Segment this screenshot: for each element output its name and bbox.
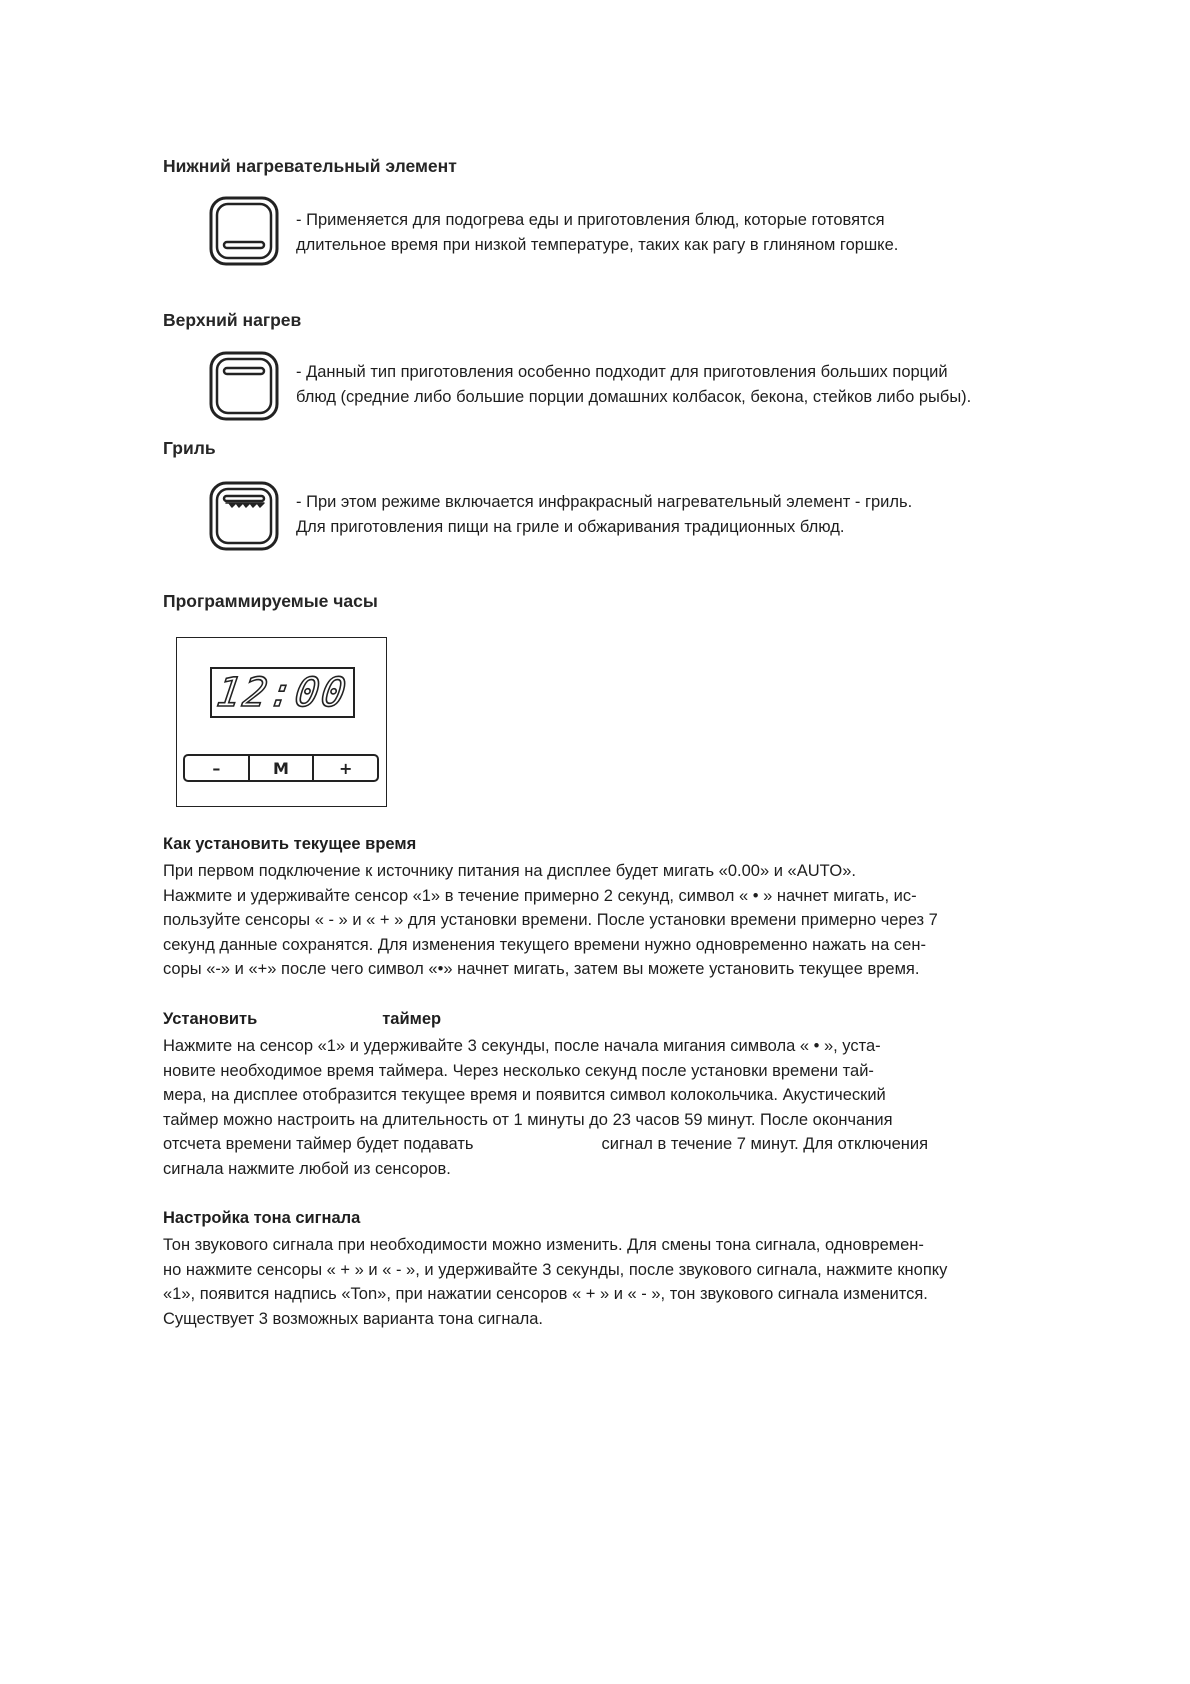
upper-heater-title: Верхний нагрев bbox=[163, 310, 302, 330]
clock-title: Программируемые часы bbox=[163, 591, 378, 611]
lower-heater-description: - Применяется для подогрева еды и приготовления блюд, которые готовятся длительное время при низкой температуре, таких как рагу в глиняном горшке. bbox=[296, 211, 899, 254]
grill-title: Гриль bbox=[163, 438, 216, 458]
clock-display-digits: 12:00 bbox=[214, 669, 351, 716]
set-time-text: При первом подключение к источнику питания на дисплее будет мигать «0.00» и «AUTO». Нажмите и удерживайте сенсор «1» в течение примерно 2 секунд, символ « • » начнет мигать, ис- пользуйте сенсоры « - » и « + » для установки времени. После установки времени примерно через 7 секунд данные сохранятся. Для изменения текущего времени нужно одновременно нажать на сен- соры «-» и «+» после чего символ «•» начнет мигать, затем вы можете установить текущее время. bbox=[163, 862, 938, 979]
bottom-heater-icon bbox=[208, 195, 280, 267]
clock-plus-button: + bbox=[312, 756, 377, 780]
clock-mode-button: M bbox=[248, 756, 313, 780]
timer-text: Нажмите на сенсор «1» и удерживайте 3 секунды, после начала мигания символа « • », уста- новите необходимое время таймера. Через несколько секунд после установки времени тай- мера, на дисплее отобразится текущее время и появится символ колокольчика. Акустический таймер можно настроить на длительность от 1 минуты до 23 часов 59 минут. После окончания отсчета времени таймер будет подавать сигнал в течение 7 минут. Для отключения сигнала нажмите любой из сенсоров. bbox=[163, 1037, 929, 1178]
lower-heater-title: Нижний нагревательный элемент bbox=[163, 156, 457, 176]
tone-text: Тон звукового сигнала при необходимости можно изменить. Для смены тона сигнала, одновремен- но нажмите сенсоры « + » и « - », и удерживайте 3 секунды, после звукового сигнала, нажмите кнопку «1», появится надпись «Ton», при нажатии сенсоров « + » и « - », тон звукового сигнала изменится. Существует 3 возможных варианта тона сигнала. bbox=[163, 1236, 948, 1328]
clock-minus-button: – bbox=[212, 758, 221, 778]
timer-title: Установить таймер bbox=[163, 1010, 442, 1028]
grill-icon bbox=[208, 480, 280, 552]
grill-description: - При этом режиме включается инфракрасный нагревательный элемент - гриль. Для приготовления пищи на гриле и обжаривания традиционных блюд. bbox=[296, 493, 913, 536]
tone-title: Настройка тона сигнала bbox=[163, 1209, 361, 1227]
clock-button-bar bbox=[183, 754, 379, 782]
set-time-title: Как установить текущее время bbox=[163, 835, 417, 853]
clock-display bbox=[210, 667, 355, 718]
upper-heater-description: - Данный тип приготовления особенно подходит для приготовления больших порций блюд (средние либо большие порции домашних колбасок, бекона, стейков либо рыбы). bbox=[296, 363, 972, 406]
top-heater-icon bbox=[208, 350, 280, 422]
clock-panel-illustration bbox=[176, 637, 387, 807]
